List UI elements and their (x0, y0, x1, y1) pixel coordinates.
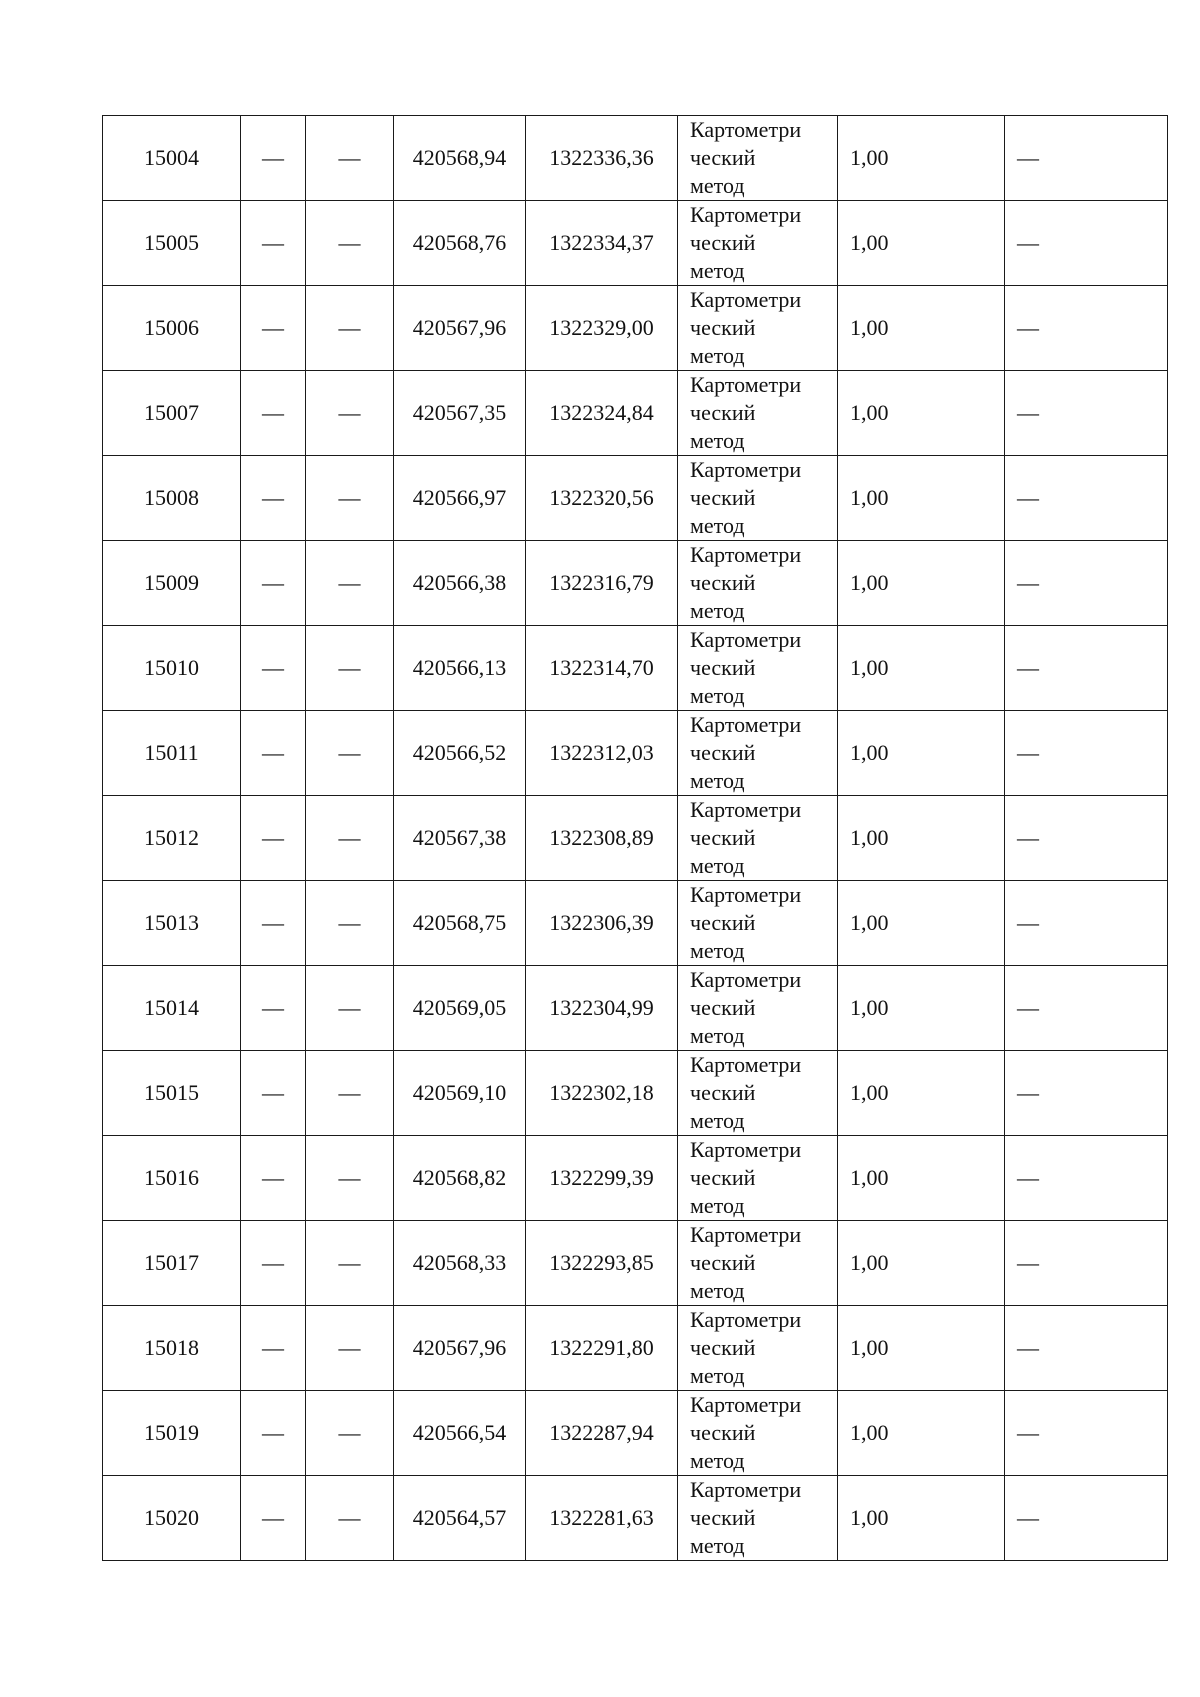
method-line: Картометри (690, 117, 802, 142)
x-coordinate-cell: 420566,54 (394, 1391, 526, 1476)
y-coordinate-cell: 1322316,79 (526, 541, 678, 626)
method-line: Картометри (690, 542, 802, 567)
column-3-cell: — (306, 201, 394, 286)
column-3-cell: — (306, 116, 394, 201)
method-line: Картометри (690, 967, 802, 992)
point-number-cell: 15018 (103, 1306, 241, 1391)
column-2-cell: — (241, 116, 306, 201)
method-line: ческий (690, 1505, 756, 1530)
method-cell (678, 881, 838, 966)
method-line: Картометри (690, 287, 802, 312)
column-2-cell: — (241, 1476, 306, 1561)
point-number-cell: 15016 (103, 1136, 241, 1221)
accuracy-cell: 1,00 (838, 1136, 1005, 1221)
accuracy-cell: 1,00 (838, 881, 1005, 966)
point-number-cell: 15011 (103, 711, 241, 796)
point-number-cell: 15013 (103, 881, 241, 966)
method-line: метод (690, 938, 745, 963)
method-line: ческий (690, 485, 756, 510)
column-3-cell: — (306, 711, 394, 796)
column-8-cell: — (1005, 796, 1168, 881)
accuracy-cell: 1,00 (838, 201, 1005, 286)
table-row (103, 1136, 1168, 1221)
column-2-cell: — (241, 966, 306, 1051)
method-line: метод (690, 1108, 745, 1133)
method-line: метод (690, 853, 745, 878)
y-coordinate-cell: 1322308,89 (526, 796, 678, 881)
method-cell (678, 1136, 838, 1221)
accuracy-cell: 1,00 (838, 626, 1005, 711)
method-line: ческий (690, 655, 756, 680)
method-line: Картометри (690, 1052, 802, 1077)
y-coordinate-cell: 1322291,80 (526, 1306, 678, 1391)
x-coordinate-cell: 420567,96 (394, 286, 526, 371)
table-row (103, 1306, 1168, 1391)
accuracy-cell: 1,00 (838, 1051, 1005, 1136)
y-coordinate-cell: 1322304,99 (526, 966, 678, 1051)
method-line: метод (690, 598, 745, 623)
method-cell (678, 371, 838, 456)
point-number-cell: 15008 (103, 456, 241, 541)
table-row (103, 626, 1168, 711)
table-row (103, 456, 1168, 541)
method-line: Картометри (690, 1137, 802, 1162)
method-line: ческий (690, 570, 756, 595)
column-2-cell: — (241, 796, 306, 881)
method-cell (678, 711, 838, 796)
point-number-cell: 15009 (103, 541, 241, 626)
y-coordinate-cell: 1322287,94 (526, 1391, 678, 1476)
method-line: Картометри (690, 202, 802, 227)
column-2-cell: — (241, 201, 306, 286)
method-line: ческий (690, 400, 756, 425)
point-number-cell: 15014 (103, 966, 241, 1051)
column-8-cell: — (1005, 966, 1168, 1051)
column-2-cell: — (241, 456, 306, 541)
x-coordinate-cell: 420568,33 (394, 1221, 526, 1306)
column-3-cell: — (306, 1221, 394, 1306)
table-row (103, 1221, 1168, 1306)
column-3-cell: — (306, 1306, 394, 1391)
table-row (103, 796, 1168, 881)
column-8-cell: — (1005, 116, 1168, 201)
method-line: метод (690, 343, 745, 368)
method-line: метод (690, 768, 745, 793)
column-3-cell: — (306, 371, 394, 456)
table-row (103, 966, 1168, 1051)
accuracy-cell: 1,00 (838, 116, 1005, 201)
y-coordinate-cell: 1322302,18 (526, 1051, 678, 1136)
column-2-cell: — (241, 711, 306, 796)
column-3-cell: — (306, 1391, 394, 1476)
table-row (103, 881, 1168, 966)
method-cell (678, 456, 838, 541)
table-row (103, 541, 1168, 626)
method-line: метод (690, 1278, 745, 1303)
column-2-cell: — (241, 626, 306, 711)
x-coordinate-cell: 420568,94 (394, 116, 526, 201)
accuracy-cell: 1,00 (838, 1221, 1005, 1306)
column-3-cell: — (306, 541, 394, 626)
table-row (103, 1391, 1168, 1476)
column-2-cell: — (241, 541, 306, 626)
method-line: Картометри (690, 1222, 802, 1247)
point-number-cell: 15020 (103, 1476, 241, 1561)
column-3-cell: — (306, 1476, 394, 1561)
x-coordinate-cell: 420566,13 (394, 626, 526, 711)
method-line: метод (690, 1533, 745, 1558)
x-coordinate-cell: 420568,75 (394, 881, 526, 966)
method-line: ческий (690, 910, 756, 935)
method-line: метод (690, 428, 745, 453)
x-coordinate-cell: 420568,76 (394, 201, 526, 286)
column-8-cell: — (1005, 1221, 1168, 1306)
x-coordinate-cell: 420564,57 (394, 1476, 526, 1561)
method-line: Картометри (690, 457, 802, 482)
method-line: метод (690, 173, 745, 198)
y-coordinate-cell: 1322334,37 (526, 201, 678, 286)
column-2-cell: — (241, 1306, 306, 1391)
table-row (103, 286, 1168, 371)
point-number-cell: 15015 (103, 1051, 241, 1136)
table-row (103, 201, 1168, 286)
method-line: Картометри (690, 882, 802, 907)
x-coordinate-cell: 420567,96 (394, 1306, 526, 1391)
table-row (103, 711, 1168, 796)
method-line: Картометри (690, 1307, 802, 1332)
accuracy-cell: 1,00 (838, 456, 1005, 541)
accuracy-cell: 1,00 (838, 1476, 1005, 1561)
method-line: Картометри (690, 712, 802, 737)
method-line: ческий (690, 1080, 756, 1105)
method-cell (678, 966, 838, 1051)
method-cell (678, 201, 838, 286)
y-coordinate-cell: 1322306,39 (526, 881, 678, 966)
column-2-cell: — (241, 286, 306, 371)
y-coordinate-cell: 1322320,56 (526, 456, 678, 541)
method-line: ческий (690, 315, 756, 340)
x-coordinate-cell: 420566,97 (394, 456, 526, 541)
column-8-cell: — (1005, 1051, 1168, 1136)
table-row (103, 116, 1168, 201)
column-8-cell: — (1005, 541, 1168, 626)
column-8-cell: — (1005, 626, 1168, 711)
column-3-cell: — (306, 626, 394, 711)
method-cell (678, 116, 838, 201)
y-coordinate-cell: 1322324,84 (526, 371, 678, 456)
point-number-cell: 15010 (103, 626, 241, 711)
column-8-cell: — (1005, 286, 1168, 371)
x-coordinate-cell: 420566,38 (394, 541, 526, 626)
method-line: метод (690, 1448, 745, 1473)
point-number-cell: 15005 (103, 201, 241, 286)
y-coordinate-cell: 1322299,39 (526, 1136, 678, 1221)
method-cell (678, 286, 838, 371)
point-number-cell: 15019 (103, 1391, 241, 1476)
method-line: ческий (690, 145, 756, 170)
y-coordinate-cell: 1322281,63 (526, 1476, 678, 1561)
column-3-cell: — (306, 1051, 394, 1136)
method-line: метод (690, 258, 745, 283)
point-number-cell: 15004 (103, 116, 241, 201)
column-2-cell: — (241, 1136, 306, 1221)
y-coordinate-cell: 1322329,00 (526, 286, 678, 371)
column-2-cell: — (241, 1391, 306, 1476)
column-3-cell: — (306, 966, 394, 1051)
column-8-cell: — (1005, 371, 1168, 456)
x-coordinate-cell: 420567,35 (394, 371, 526, 456)
method-line: Картометри (690, 797, 802, 822)
method-line: ческий (690, 740, 756, 765)
column-3-cell: — (306, 796, 394, 881)
column-8-cell: — (1005, 711, 1168, 796)
method-cell (678, 541, 838, 626)
x-coordinate-cell: 420569,05 (394, 966, 526, 1051)
point-number-cell: 15017 (103, 1221, 241, 1306)
method-line: ческий (690, 1165, 756, 1190)
x-coordinate-cell: 420566,52 (394, 711, 526, 796)
coordinates-table (102, 115, 1168, 1561)
method-line: Картометри (690, 1477, 802, 1502)
column-8-cell: — (1005, 1306, 1168, 1391)
column-8-cell: — (1005, 1476, 1168, 1561)
method-line: метод (690, 683, 745, 708)
method-line: ческий (690, 1335, 756, 1360)
method-cell (678, 796, 838, 881)
column-8-cell: — (1005, 1136, 1168, 1221)
column-8-cell: — (1005, 881, 1168, 966)
column-8-cell: — (1005, 201, 1168, 286)
x-coordinate-cell: 420567,38 (394, 796, 526, 881)
accuracy-cell: 1,00 (838, 1306, 1005, 1391)
method-cell (678, 1306, 838, 1391)
column-8-cell: — (1005, 456, 1168, 541)
column-2-cell: — (241, 881, 306, 966)
accuracy-cell: 1,00 (838, 286, 1005, 371)
column-3-cell: — (306, 286, 394, 371)
accuracy-cell: 1,00 (838, 966, 1005, 1051)
method-line: Картометри (690, 372, 802, 397)
column-3-cell: — (306, 456, 394, 541)
y-coordinate-cell: 1322312,03 (526, 711, 678, 796)
accuracy-cell: 1,00 (838, 371, 1005, 456)
point-number-cell: 15007 (103, 371, 241, 456)
method-line: метод (690, 1023, 745, 1048)
y-coordinate-cell: 1322314,70 (526, 626, 678, 711)
column-3-cell: — (306, 1136, 394, 1221)
method-cell (678, 626, 838, 711)
accuracy-cell: 1,00 (838, 541, 1005, 626)
method-line: Картометри (690, 627, 802, 652)
y-coordinate-cell: 1322293,85 (526, 1221, 678, 1306)
method-line: ческий (690, 995, 756, 1020)
method-cell (678, 1051, 838, 1136)
point-number-cell: 15012 (103, 796, 241, 881)
point-number-cell: 15006 (103, 286, 241, 371)
method-line: метод (690, 1193, 745, 1218)
method-line: ческий (690, 1250, 756, 1275)
y-coordinate-cell: 1322336,36 (526, 116, 678, 201)
method-cell (678, 1476, 838, 1561)
column-2-cell: — (241, 371, 306, 456)
column-2-cell: — (241, 1051, 306, 1136)
table-body (103, 116, 1168, 1561)
accuracy-cell: 1,00 (838, 1391, 1005, 1476)
table-row (103, 1051, 1168, 1136)
method-line: Картометри (690, 1392, 802, 1417)
method-line: метод (690, 1363, 745, 1388)
method-cell (678, 1391, 838, 1476)
column-8-cell: — (1005, 1391, 1168, 1476)
method-cell (678, 1221, 838, 1306)
accuracy-cell: 1,00 (838, 796, 1005, 881)
method-line: метод (690, 513, 745, 538)
method-line: ческий (690, 1420, 756, 1445)
table-row (103, 1476, 1168, 1561)
table-row (103, 371, 1168, 456)
method-line: ческий (690, 825, 756, 850)
x-coordinate-cell: 420568,82 (394, 1136, 526, 1221)
x-coordinate-cell: 420569,10 (394, 1051, 526, 1136)
column-2-cell: — (241, 1221, 306, 1306)
method-line: ческий (690, 230, 756, 255)
accuracy-cell: 1,00 (838, 711, 1005, 796)
column-3-cell: — (306, 881, 394, 966)
